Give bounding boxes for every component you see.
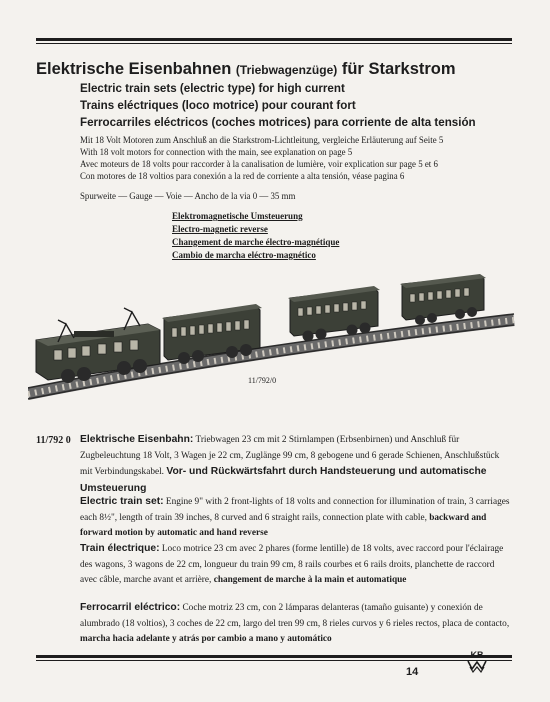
subtitle-es: Ferrocarriles eléctricos (coches motrices) para corriente de alta tensión: [80, 116, 476, 129]
title-tail: für Starkstrom: [341, 60, 456, 78]
description-en-head: Electric train set:: [80, 496, 164, 507]
subtitle-en: Electric train sets (electric type) for high current: [80, 82, 345, 95]
note-de: Mit 18 Volt Motoren zum Anschluß an die Starkstrom-Lichtleitung, vergleiche Erläuterung auf Seite 5: [80, 135, 444, 145]
description-de-head: Elektrische Eisenbahn:: [80, 434, 194, 445]
description-fr-text: Loco motrice 23 cm avec 2 phares (forme lentille) de 18 volts, avec raccord pour l'éclairage des wagons, 3 wagons de 22 cm, longueur du train 99 cm, 8 rails courbes et 6 rails droits, planchette de raccord avec câble, marche avant et arrière,: [80, 544, 504, 585]
description-de-text: Triebwagen 23 cm mit 2 Stirnlampen (Erbsenbirnen) und Anschluß für Zugbeleuchtung 18 Volt, 3 Wagen je 22 cm, Zuglänge 99 cm, 8 gebogene und 6 gerade Schienen, Anschlußstück mit Verbindungskabel.: [80, 435, 500, 477]
description-fr-head: Train électrique:: [80, 543, 160, 554]
reverse-de: Elektromagnetische Umsteuerung: [172, 211, 303, 221]
note-fr: Avec moteurs de 18 volts pour raccorder à la canalisation de lumière, voir explication sur page 5 et 6: [80, 159, 438, 169]
illustration-caption: 11/792/0: [248, 376, 277, 385]
coach-3: [400, 274, 486, 325]
gauge-line: Spurweite — Gauge — Voie — Ancho de la via 0 — 35 mm: [80, 191, 296, 201]
page-title: [36, 60, 456, 79]
title-paren: (Triebwagenzüge): [235, 63, 338, 77]
top-rule-thin: [36, 43, 512, 44]
description-es: [80, 600, 512, 648]
title-main: Elektrische Eisenbahnen: [36, 60, 232, 78]
description-en: [80, 494, 512, 542]
description-en-text: Engine 9" with 2 front-lights of 18 volts and connection for illumination of train, 3 carriages each 8½", length of train 39 inches, 8 curved and 6 straight rails, connection plate with cable,: [80, 497, 510, 523]
description-es-text: Coche motriz 23 cm, con 2 lámparas delanteras (tamaño guisante) y conexión de alumbrado (18 voltios), 3 coches de 22 cm, largo del tren 99 cm, 8 rieles curvos y 6 rieles rectos, placa de contacto,: [80, 603, 510, 629]
page-number: 14: [406, 666, 419, 678]
note-en: With 18 volt motors for connection with the main, see explanation on page 5: [80, 147, 353, 157]
bottom-rule-thick: [36, 655, 512, 658]
top-rule-thick: [36, 38, 512, 41]
logo-text: KB: [470, 650, 484, 660]
note-es: Con motores de 18 voltios para conexión a la red de corriente a alta tensión, véase pagina 6: [80, 171, 405, 181]
locomotive: [36, 308, 160, 383]
description-es-bold: marcha hacia adelante y atrás por cambio a mano y automático: [80, 634, 332, 644]
description-es-head: Ferrocarril eléctrico:: [80, 602, 181, 613]
description-fr-bold: changement de marche à la main et automatique: [213, 575, 407, 585]
description-de: [80, 432, 512, 497]
coach-2: [288, 286, 380, 342]
article-number: 11/792 0: [36, 435, 71, 446]
subtitle-fr: Trains eléctriques (loco motrice) pour courant fort: [80, 99, 356, 112]
description-fr: [80, 541, 512, 589]
reverse-fr: Changement de marche électro-magnétique: [172, 237, 340, 247]
reverse-en: Electro-magnetic reverse: [172, 224, 268, 234]
description-de-bold: Vor- und Rückwärtsfahrt durch Handsteuerung und automatische Umsteuerung: [80, 466, 487, 494]
bottom-rule-thin: [36, 660, 512, 661]
kb-logo: [466, 648, 488, 674]
reverse-es: Cambio de marcha eléctro-magnético: [172, 250, 316, 260]
train-illustration: [28, 268, 524, 408]
description-en-bold: backward and forward motion by automatic and hand reverse: [80, 512, 487, 538]
